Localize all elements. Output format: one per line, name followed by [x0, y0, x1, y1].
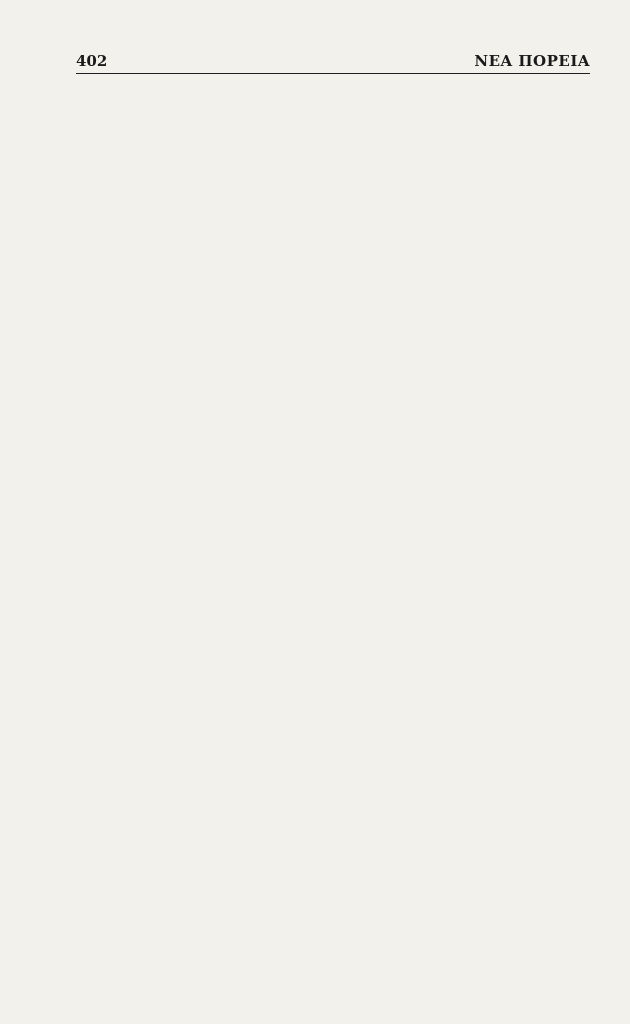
header-rule — [76, 73, 590, 74]
running-title: ΝΕΑ ΠΟΡΕΙΑ — [474, 52, 590, 70]
page-number: 402 — [76, 52, 108, 70]
page-header — [76, 52, 590, 70]
